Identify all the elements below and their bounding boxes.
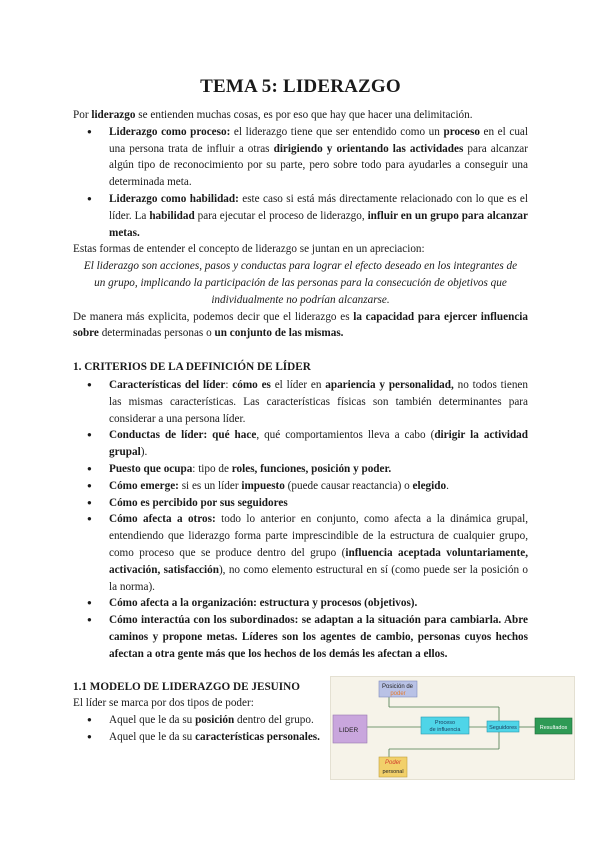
criterios-list <box>73 377 528 663</box>
formas-paragraph: Estas formas de entender el concepto de liderazgo se juntan en un apreciacion: <box>73 243 425 256</box>
posicion-line1: Posición de <box>382 684 414 691</box>
list-item-percibido: ● Cómo es percibido por sus seguidores <box>73 495 528 512</box>
proceso-line2: de influencia <box>429 727 461 734</box>
list-item-afecta: ● Cómo afecta a otros: todo lo anterior en conjunto, como afecta a la dinámica grupal, entendiendo que liderazgo forma parte imprescindible de la estructura de cualquier grupo, como proceso que se produce dentro del grupo (influencia aceptada voluntariamente, activación, satisfacción), no como elemento estructural en sí (como puede ser la posición o la norma). <box>73 511 528 595</box>
posicion-line2: poder <box>390 691 406 698</box>
page-title: TEMA 5: LIDERAZGO <box>200 76 401 97</box>
poder-line1: Poder <box>384 760 402 767</box>
poder-list <box>73 712 348 746</box>
proceso-line1: Proceso <box>434 720 456 727</box>
section-heading-criterios: 1. CRITERIOS DE LA DEFINICIÓN DE LÍDER <box>73 361 311 374</box>
jesuino-text <box>73 695 348 745</box>
resultados-box <box>535 718 572 734</box>
seguidores-box <box>487 721 519 732</box>
proceso-influencia-box <box>421 717 469 734</box>
list-item-organizacion: ● Cómo afecta a la organización: estructura y procesos (objetivos). <box>73 595 528 612</box>
list-item-habilidad: ● Liderazgo como habilidad: este caso si está más directamente relacionado con lo que es el líder. La habilidad para ejecutar el proceso de liderazgo, influir en un grupo para alcanzar metas. <box>73 191 528 241</box>
list-item-caracteristicas: ● Características del líder: cómo es el líder en apariencia y personalidad, no todos tienen las mismas características. Las características físicas son también determinantes para considerar a una persona líder. <box>73 377 528 427</box>
list-item-conductas: ● Conductas de líder: qué hace, qué comportamientos lleva a cabo (dirigir la actividad grupal). <box>73 427 528 461</box>
definitions-list <box>73 124 528 242</box>
diagram-svg <box>331 677 576 781</box>
resultados-label: Resultados <box>539 725 568 732</box>
explicita-paragraph: De manera más explicita, podemos decir que el liderazgo es la capacidad para ejercer influencia sobre determinadas personas o un conjunto de las mismas. <box>73 310 528 340</box>
list-item-puesto: ● Puesto que ocupa: tipo de roles, funciones, posición y poder. <box>73 461 528 478</box>
poder-personal-box <box>379 757 407 777</box>
lider-label: LIDER <box>339 727 359 735</box>
jesuino-model-diagram <box>330 676 575 780</box>
section-heading-jesuino: 1.1 MODELO DE LIDERAZGO DE JESUINO <box>73 680 300 693</box>
posicion-de-poder-box <box>379 681 417 697</box>
definition-quote: El liderazgo son acciones, pasos y conductas para lograr el efecto deseado en los integrantes de un grupo, implicando la participación de las personas para la consecución de objetivos que individualmente no podrían alcanzarse. <box>83 260 518 306</box>
list-item-emerge: ● Cómo emerge: si es un líder impuesto (puede causar reactancia) o elegido. <box>73 478 528 495</box>
list-item-proceso: ● Liderazgo como proceso: el liderazgo tiene que ser entendido como un proceso en el cual una persona trata de influir a otras dirigiendo y orientando las actividades para alcanzar algún tipo de reconocimiento por su parte, pero sobre todo para ayudarles a conseguir una determinada meta. <box>73 124 528 191</box>
list-item-personales: ● Aquel que le da su características personales. <box>73 729 348 746</box>
jesuino-intro: El líder se marca por dos tipos de poder: <box>73 697 254 710</box>
intro-paragraph: Por liderazgo se entienden muchas cosas, es por eso que hay que hacer una delimitación. <box>73 109 473 121</box>
lider-box <box>333 715 367 743</box>
list-item-posicion: ● Aquel que le da su posición dentro del grupo. <box>73 712 348 729</box>
poder-line2: personal <box>382 769 404 776</box>
seguidores-label: Seguidores <box>489 725 517 732</box>
list-item-interactua: ● Cómo interactúa con los subordinados: se adaptan a la situación para cambiarla. Abre caminos y propone metas. Líderes son los agentes de cambio, personas cuyos hechos afectan a otra gente más que los hechos de los demás les afectan a ellos. <box>73 612 528 662</box>
